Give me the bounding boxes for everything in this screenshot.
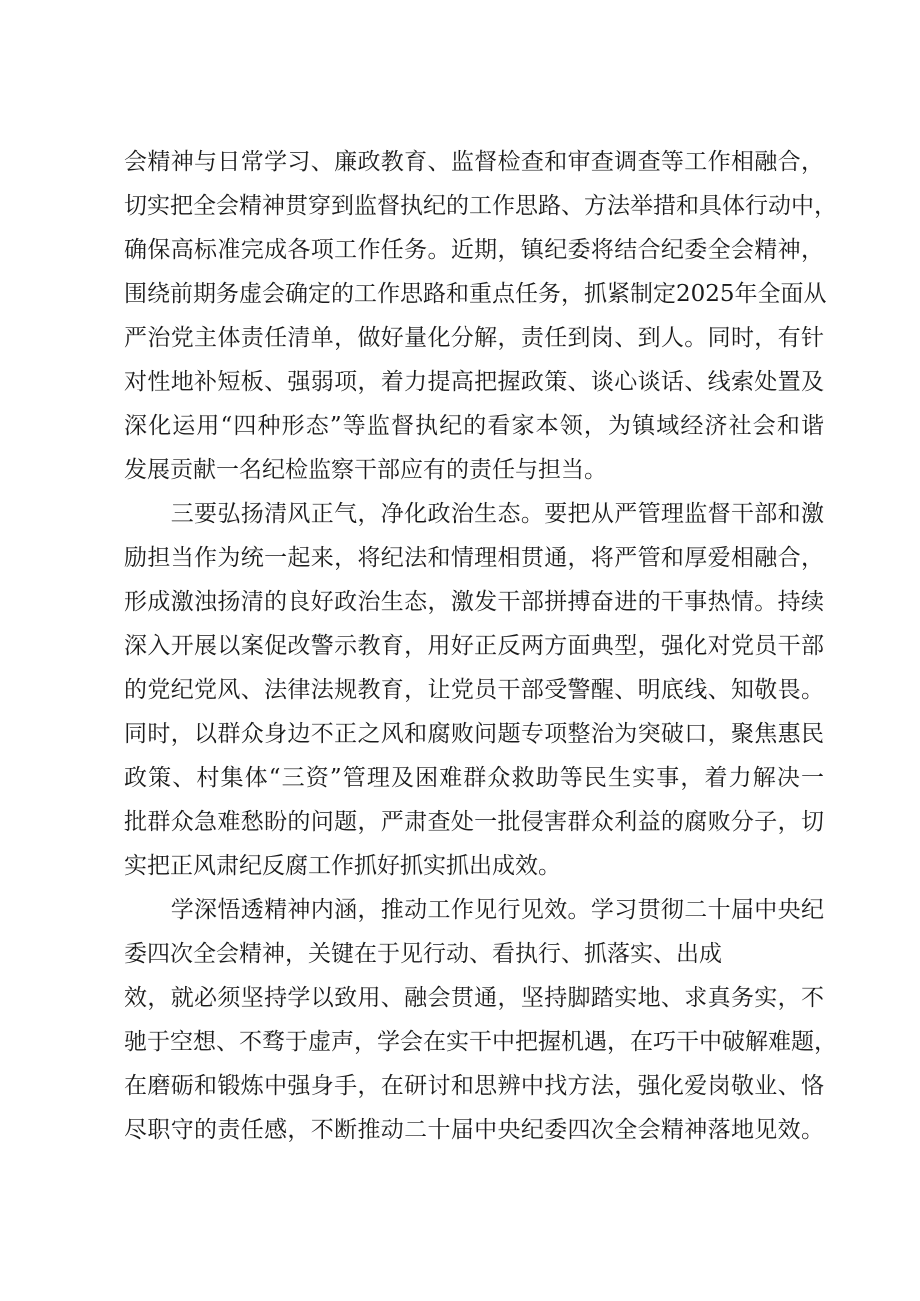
paragraph-2 [124,492,824,888]
text-line: 严治党主体责任清单，做好量化分解，责任到岗、到人。同时，有针 [124,325,824,351]
text-line: 批群众急难愁盼的问题，严肃查处一批侵害群众利益的腐败分子，切 [124,809,824,835]
text-line: 深化运用“四种形态”等监督执纪的看家本领，为镇域经济社会和谐 [124,413,824,439]
text-line: 学深悟透精神内涵，推动工作见行见效。学习贯彻二十届中央纪 [124,897,824,923]
text-line: 形成激浊扬清的良好政治生态，激发干部拼搏奋进的干事热情。持续 [124,589,824,615]
text-line: 效，就必须坚持学以致用、融会贯通，坚持脚踏实地、求真务实，不 [124,985,824,1011]
text-line: 委四次全会精神，关键在于见行动、看执行、抓落实、出成 [124,941,722,967]
text-line: 实把正风肃纪反腐工作抓好抓实抓出成效。 [124,853,561,879]
text-line: 尽职守的责任感，不断推动二十届中央纪委四次全会精神落地见效。 [124,1117,824,1143]
text-line: 政策、村集体“三资”管理及困难群众救助等民生实事，着力解决一 [124,765,824,791]
text-line: 三要弘扬清风正气，净化政治生态。要把从严管理监督干部和激 [124,501,824,527]
document-body [124,140,837,1152]
text-line: 在磨砺和锻炼中强身手，在研讨和思辨中找方法，强化爱岗敬业、恪 [124,1073,824,1099]
text-line: 围绕前期务虚会确定的工作思路和重点任务，抓紧制定2025年全面从 [124,281,827,307]
text-line: 切实把全会精神贯穿到监督执纪的工作思路、方法举措和具体行动中， [124,193,837,219]
paragraph-1 [124,140,837,492]
text-line: 对性地补短板、强弱项，着力提高把握政策、谈心谈话、线索处置及 [124,369,824,395]
text-line: 深入开展以案促改警示教育，用好正反两方面典型，强化对党员干部 [124,633,824,659]
text-line: 驰于空想、不骛于虚声，学会在实干中把握机遇，在巧干中破解难题， [124,1029,837,1055]
text-line: 励担当作为统一起来，将纪法和情理相贯通，将严管和厚爱相融合， [124,545,824,571]
paragraph-3 [124,888,837,1152]
text-line: 确保高标准完成各项工作任务。近期，镇纪委将结合纪委全会精神， [124,237,824,263]
text-line: 的党纪党风、法律法规教育，让党员干部受警醒、明底线、知敬畏。 [124,677,824,703]
text-line: 会精神与日常学习、廉政教育、监督检查和审查调查等工作相融合， [124,149,824,175]
text-line: 同时，以群众身边不正之风和腐败问题专项整治为突破口，聚焦惠民 [124,721,824,747]
text-line: 发展贡献一名纪检监察干部应有的责任与担当。 [124,457,607,483]
